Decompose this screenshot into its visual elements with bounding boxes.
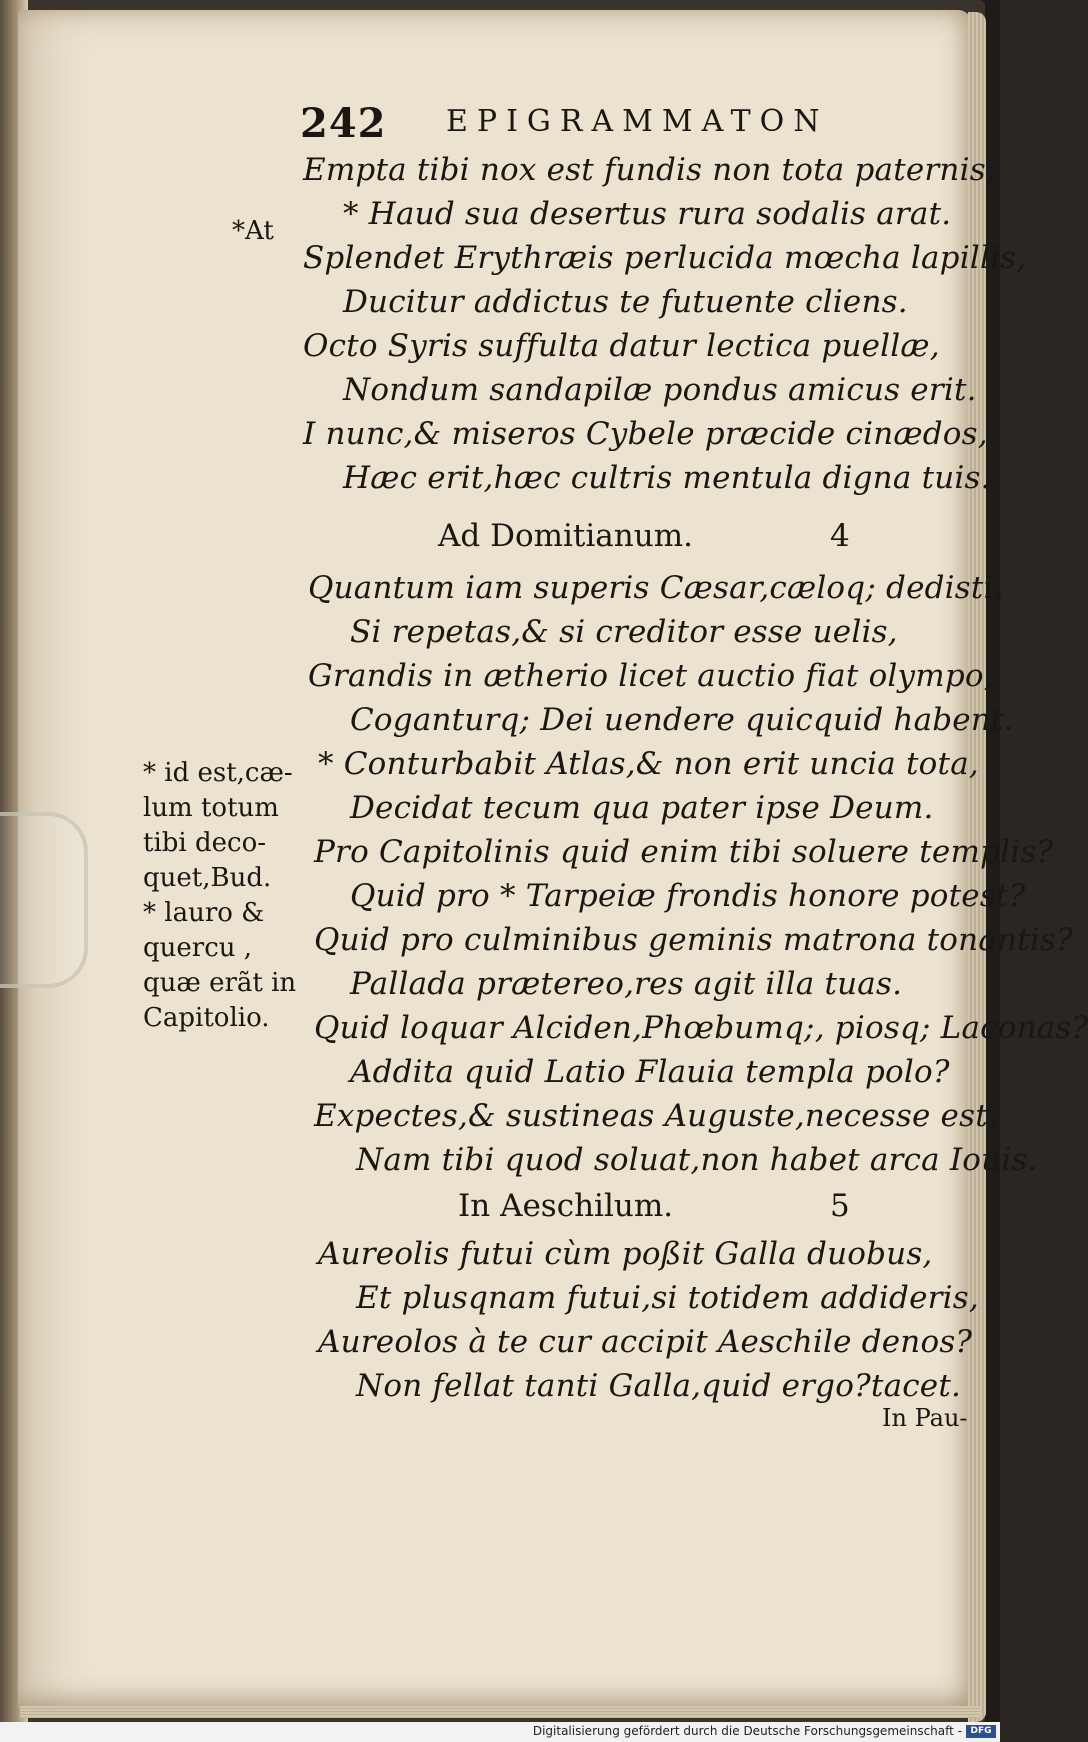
verse-line: * Haud sua desertus rura sodalis arat. — [343, 196, 952, 232]
margin-note: quercu , — [143, 933, 253, 963]
margin-note: quet,Bud. — [143, 863, 272, 893]
margin-note: lum totum — [143, 793, 279, 823]
verse-line: Quid pro * Tarpeiæ frondis honore potest? — [350, 878, 1026, 914]
verse-line: Quid loquar Alciden,Phœbumq;, piosq; Laconas? — [314, 1010, 1088, 1046]
epigram-heading: In Aeschilum. — [458, 1188, 674, 1224]
page-number: 242 — [300, 100, 387, 147]
epigram-heading: Ad Domitianum. — [438, 518, 693, 554]
footer-text: Digitalisierung gefördert durch die Deutsche Forschungsgemeinschaft - — [532, 1724, 962, 1738]
epigram-number: 4 — [830, 518, 850, 554]
verse-line: Expectes,& sustineas Auguste,necesse est, — [314, 1098, 998, 1134]
page-clip — [0, 812, 88, 988]
margin-note: *At — [232, 216, 274, 246]
verse-line: Pro Capitolinis quid enim tibi soluere templis? — [314, 834, 1054, 870]
verse-line: Ducitur addictus te futuente cliens. — [343, 284, 908, 320]
verse-line: Quantum iam superis Cæsar,cæloq; dedisti, — [308, 570, 1004, 606]
verse-line: Hæc erit,hæc cultris mentula digna tuis. — [343, 460, 991, 496]
verse-line: Coganturq; Dei uendere quicquid habent. — [350, 702, 1014, 738]
verse-line: Decidat tecum qua pater ipse Deum. — [350, 790, 934, 826]
verse-line: * Conturbabit Atlas,& non erit uncia tota, — [318, 746, 979, 782]
verse-line: Aureolos à te cur accipit Aeschile denos? — [318, 1324, 973, 1360]
verse-line: Addita quid Latio Flauia templa polo? — [350, 1054, 950, 1090]
verse-line: Octo Syris suffulta datur lectica puellæ, — [303, 328, 940, 364]
verse-line: Splendet Erythræis perlucida mœcha lapillis, — [303, 240, 1027, 276]
verse-line: Aureolis futui cùm poßit Galla duobus, — [318, 1236, 933, 1272]
verse-line: Et plusqnam futui,si totidem addideris, — [356, 1280, 979, 1316]
verse-line: Si repetas,& si creditor esse uelis, — [350, 614, 898, 650]
margin-note: tibi deco- — [143, 828, 267, 858]
running-title: EPIGRAMMATON — [446, 104, 829, 139]
page-bottom-edges — [20, 1706, 980, 1718]
dfg-logo: DFG — [966, 1725, 996, 1738]
catchword: In Pau- — [882, 1404, 968, 1432]
margin-note: * lauro & — [143, 898, 265, 928]
margin-note: quæ erãt in — [143, 968, 297, 998]
margin-note: Capitolio. — [143, 1003, 270, 1033]
verse-line: I nunc,& miseros Cybele præcide cinædos, — [303, 416, 988, 452]
verse-line: Quid pro culminibus geminis matrona tonantis? — [314, 922, 1073, 958]
verse-line: Non fellat tanti Galla,quid ergo?tacet. — [356, 1368, 962, 1404]
margin-note: * id est,cæ- — [143, 758, 293, 788]
verse-line: Grandis in ætherio licet auctio fiat olympo, — [308, 658, 994, 694]
verse-line: Empta tibi nox est fundis non tota paternis, — [303, 152, 996, 188]
epigram-number: 5 — [830, 1188, 850, 1224]
verse-line: Pallada prætereo,res agit illa tuas. — [350, 966, 903, 1002]
verse-line: Nondum sandapilæ pondus amicus erit. — [343, 372, 977, 408]
verse-line: Nam tibi quod soluat,non habet arca Iouis. — [356, 1142, 1038, 1178]
